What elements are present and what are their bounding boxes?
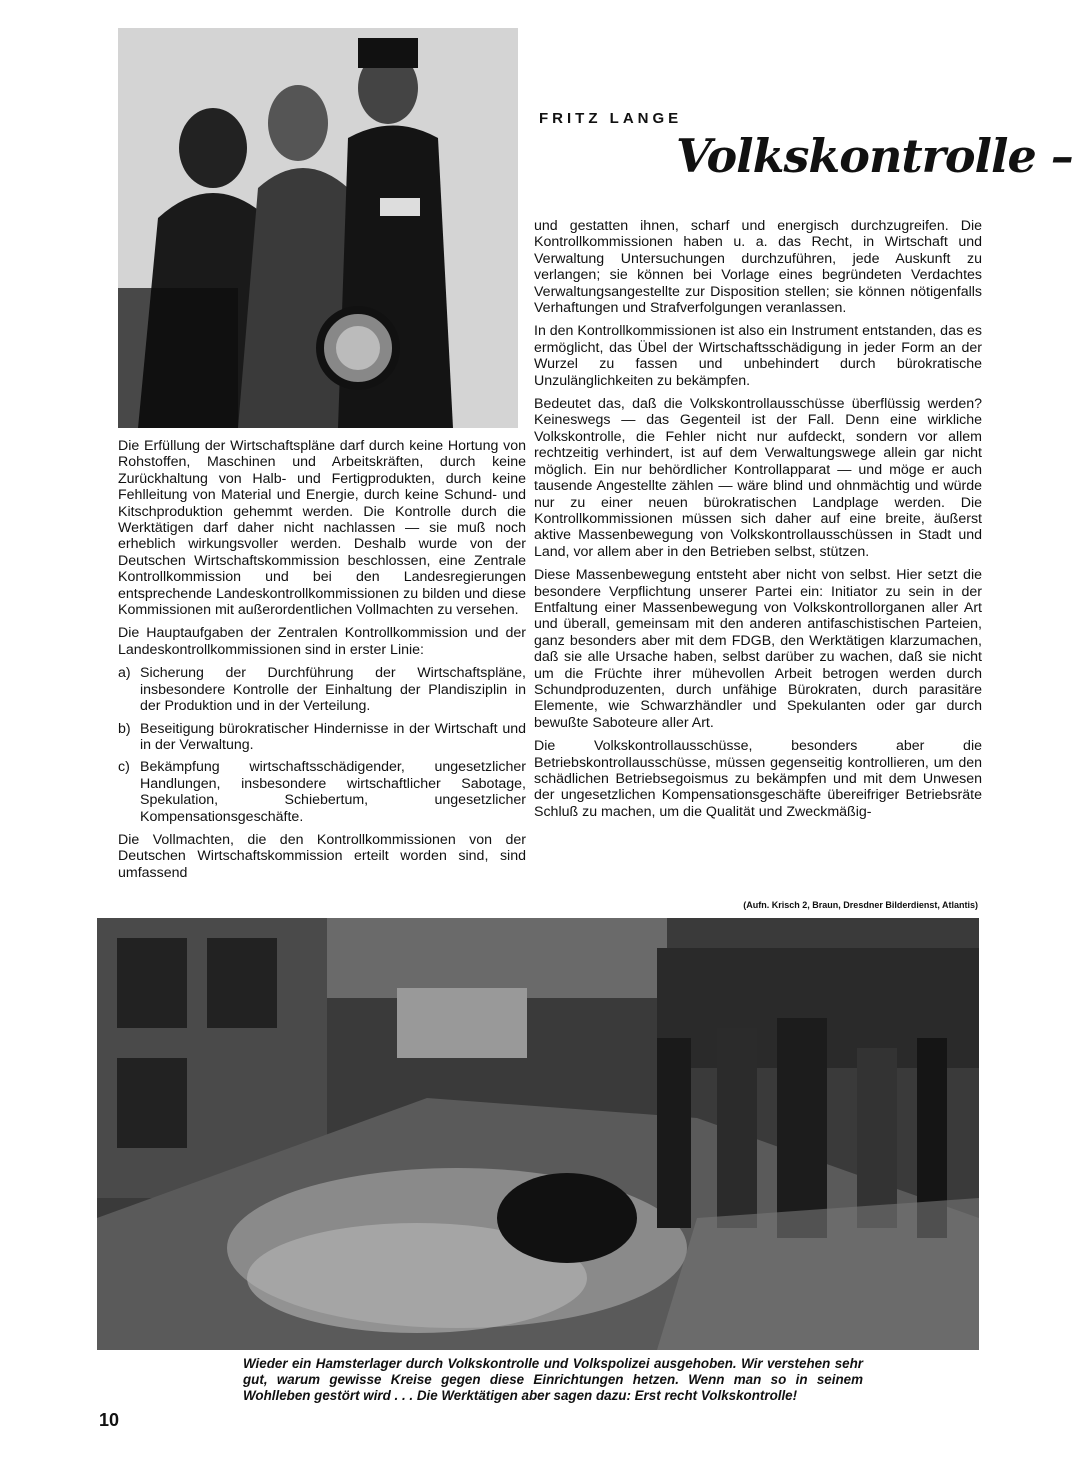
list-item	[118, 665, 526, 714]
paragraph: Die Volkskontrollausschüsse, besonders aber die Betriebskontrollausschüsse, müssen gegenseitig kontrollieren, um den schädlichen Betriebsegoismus zu bekämpfen und mit dem Unwesen der ungesetzlichen Kompensationsgeschäfte übereifriger Betriebsräte Schluß zu machen, um die Qualität und Zweckmäßig-	[534, 738, 982, 820]
task-list	[118, 665, 526, 825]
paragraph: Die Vollmachten, die den Kontrollkommissionen von der Deutschen Wirtschaftskommission erteilt worden sind, sind umfassend	[118, 831, 526, 881]
text-column-right	[534, 218, 982, 827]
paragraph: Bedeutet das, daß die Volkskontrollausschüsse überflüssig werden? Keineswegs — das Gegenteil ist der Fall. Denn eine wirkliche Volkskontrolle, die Fehler nicht nur aufdeckt, sondern vor allem rechtzeitig verhindert, ist auf dem Verwaltungswege allein gar nicht möglich. Ein nur behördlicher Kontrollapparat — und möge er auch tausende Angestellte zählen — wäre blind und ohnmächtig und würde nur zu einer neuen bürokratischen Landplage werden. Die Kontrollkommissionen müssen sich daher auf eine breite, äußerst aktive Massenbewegung von Volkskontrollausschüssen in Stadt und Land, vor allem aber in den Betrieben selbst, stützen.	[534, 396, 982, 560]
list-item-label: b)	[118, 720, 131, 737]
list-item-label: a)	[118, 665, 131, 682]
paragraph: und gestatten ihnen, scharf und energisch durchzugreifen. Die Kontrollkommissionen haben u. a. das Recht, in Wirtschaft und Verwaltung Untersuchungen durchzuführen, jede Auskunft zu verlangen; sie können bei Vorlage eines begründeten Verdachtes Verwaltungsangestellte zur Disposition stellen; sie können nötigenfalls Verhaftungen und Strafverfolgungen veranlassen.	[534, 218, 982, 317]
article-author: FRITZ LANGE	[539, 110, 683, 127]
photo-credit: (Aufn. Krisch 2, Braun, Dresdner Bilderdienst, Atlantis)	[743, 900, 978, 910]
page-number: 10	[99, 1410, 120, 1430]
list-item	[118, 721, 526, 754]
paragraph: In den Kontrollkommissionen ist also ein Instrument entstanden, das es ermöglicht, das Übel der Wirtschaftsschädigung in jeder Form an der Wurzel zu fassen und unbehindert durch bürokratische Unzulänglichkeiten zu bekämpfen.	[534, 323, 982, 389]
photo-caption: Wieder ein Hamsterlager durch Volkskontrolle und Volkspolizei ausgehoben. Wir verstehen sehr gut, warum gewisse Kreise gegen diese Einrichtungen hetzen. Wenn man so in seinem Wohlleben gestört wird . . . Die Werktätigen aber sagen dazu: Erst recht Volkskontrolle!	[243, 1356, 863, 1403]
photo-seized-goods	[97, 918, 979, 1350]
text-column-left	[118, 438, 526, 888]
paragraph: Die Hauptaufgaben der Zentralen Kontrollkommission und der Landeskontrollkommissionen sind in erster Linie:	[118, 625, 526, 658]
paragraph: Die Erfüllung der Wirtschaftspläne darf durch keine Hortung von Rohstoffen, Maschinen und Arbeitskräften, durch keine Zurückhaltung von Halb- und Fertigprodukten, durch keine Fehlleitung von Material und Energie, durch keine Schund- und Kitschproduktion gehemmt werden. Die Kontrolle durch die Werktätigen darf daher nicht nachlassen — sie muß noch erheblich wirkungsvoller werden. Deshalb wurde von der Deutschen Wirtschaftskommission beschlossen, eine Zentrale Kontrollkommission und bei den Landesregierungen entsprechende Landeskontrollkommissionen zu bilden und diese Kommissionen mit außerordentlichen Vollmachten zu versehen.	[118, 438, 526, 619]
paragraph: Diese Massenbewegung entsteht aber nicht von selbst. Hier setzt die besondere Verpflichtung unserer Partei ein: Initiator zu sein in der Entfaltung einer Massenbewegung von Volkskontrollorganen aller Art und überall, gemeinsam mit den anderen antifaschistischen Parteien, ganz besonders aber mit dem FDGB, den Werktätigen klarzumachen, daß sie alle Ursache haben, selbst darüber zu wachen, daß sie nicht um die Früchte ihrer mühevollen Arbeit betrogen werden durch Schundproduzenten, durch unfähige Bürokraten, durch parasitäre Elemente, wie Schwarzhändler und Spekulanten oder gar durch bewußte Saboteure aller Art.	[534, 567, 982, 731]
list-item-text: Bekämpfung wirtschaftsschädigender, ungesetzlicher Handlungen, insbesondere wirtschaftlicher Sabotage, Spekulation, Schiebertum, ungesetzlicher Kompensationsgeschäfte.	[140, 759, 526, 825]
list-item-label: c)	[118, 759, 130, 776]
list-item	[118, 759, 526, 825]
list-item-text: Sicherung der Durchführung der Wirtschaftspläne, insbesondere Kontrolle der Einhaltung der Plandisziplin in der Produktion und in der Verteilung.	[140, 665, 526, 715]
photo-inspection-scene	[118, 28, 518, 428]
article-headline: Volkskontrolle –	[676, 129, 1073, 183]
list-item-text: Beseitigung bürokratischer Hindernisse in der Wirtschaft und in der Verwaltung.	[140, 720, 526, 753]
